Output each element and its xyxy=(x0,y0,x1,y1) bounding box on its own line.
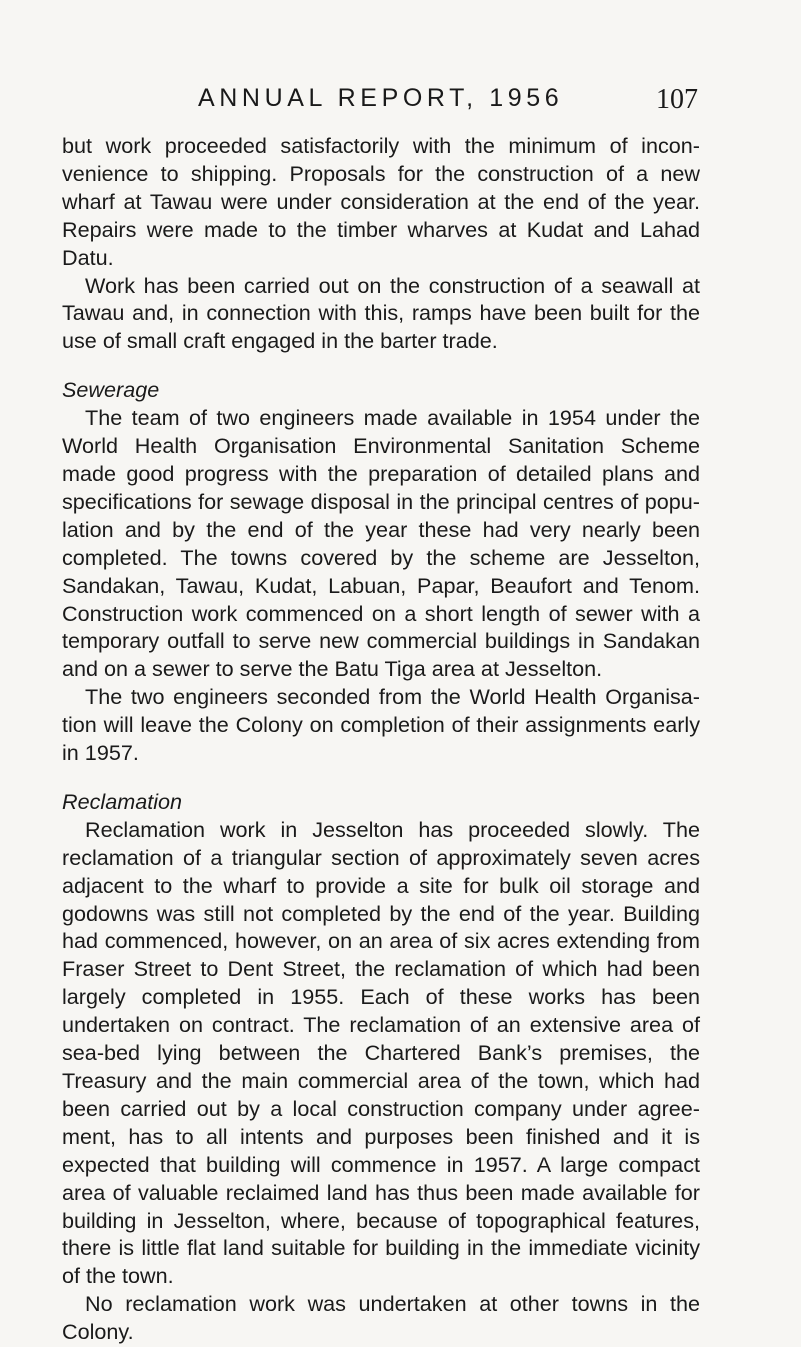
paragraph-reclamation-2: No reclamation work was undertaken at other towns in the Colony. xyxy=(62,1291,700,1345)
running-head: ANNUAL REPORT, 1956 xyxy=(198,84,564,112)
paragraph-seawall: Work has been carried out on the construction of a seawall at Tawau and, in connection with this, ramps have been built for the use of small craft engaged in the barter trade. xyxy=(62,272,700,354)
section-heading-sewerage: Sewerage xyxy=(62,377,160,403)
section-heading-reclamation: Reclamation xyxy=(62,788,183,814)
page-number: 107 xyxy=(656,84,698,115)
paragraph-wharves: but work proceeded satisfactorily with the minimum of incon-venience to shipping. Proposals for the construction of a new wharf at Tawau were under consideration at the end of the year. Repairs were made to the timber wharves at Kudat and Lahad Datu. xyxy=(62,133,700,270)
body-text xyxy=(62,132,700,1346)
paragraph-sewerage-2: The two engineers seconded from the World Health Organisa-tion will leave the Colony on completion of their assignments early in 1957. xyxy=(62,684,700,766)
paragraph-reclamation-1: Reclamation work in Jesselton has proceeded slowly. The reclamation of a triangular section of approximately seven acres adjacent to the wharf to provide a site for bulk oil storage and godowns was still not completed by the end of the year. Building had commenced, however, on an area of six acres extending from Fraser Street to Dent Street, the reclamation of which had been largely completed in 1955. Each of these works has been undertaken on contract. The reclamation of an extensive area of sea-bed lying between the Chartered Bank’s premises, the Treasury and the main commercial area of the town, which had been carried out by a local construction company under agree-ment, has to all intents and purposes been finished and it is expected that building will commence in 1957. A large compact area of valuable reclaimed land has thus been made available for building in Jesselton, where, because of topographical features, there is little flat land suitable for building in the immediate vicinity of the town. xyxy=(62,816,700,1289)
paragraph-sewerage-1: The team of two engineers made available in 1954 under the World Health Organisation Environmental Sanitation Scheme made good progress with the preparation of detailed plans and specifications for sewage disposal in the principal centres of popu-lation and by the end of the year these had very nearly been completed. The towns covered by the scheme are Jesselton, Sandakan, Tawau, Kudat, Labuan, Papar, Beaufort and Tenom. Construction work commenced on a short length of sewer with a temporary outfall to serve new commercial buildings in Sandakan and on a sewer to serve the Batu Tiga area at Jesselton. xyxy=(62,405,700,682)
